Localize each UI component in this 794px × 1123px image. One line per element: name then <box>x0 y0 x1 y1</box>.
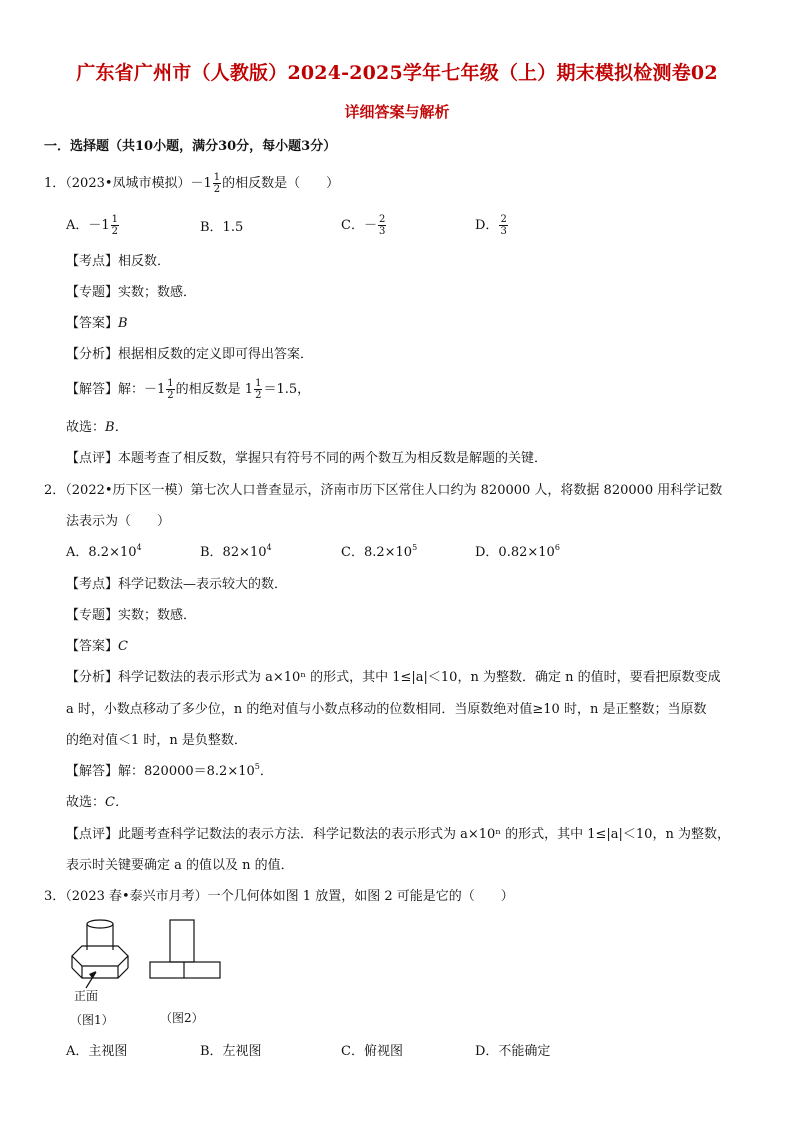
section-heading: 一．选择题（共10小题，满分30分，每小题3分） <box>44 139 337 154</box>
q1-analysis: 【分析】根据相反数的定义即可得出答案． <box>66 347 314 362</box>
q3-option-b: B．左视图 <box>200 1044 262 1059</box>
q1-option-c: C．－ $\frac{2}{3}$ <box>341 214 386 237</box>
q2-analysis-line2: a 时，小数点移动了多少位，n 的绝对值与小数点移动的位数相同．当原数绝对值≥10 时，n 是正整数；当原数 <box>66 702 707 717</box>
q2-stem-line2: 法表示为（ ） <box>66 514 171 529</box>
q2-analysis-line3: 的绝对值＜1 时，n 是负整数． <box>66 733 247 748</box>
q2-answer: 【答案】C <box>66 639 128 654</box>
q1-stem: 1．（2023•凤城市模拟）－1 $\frac{1}{2}$ 的相反数是（ ） <box>44 172 340 195</box>
q1-choice: 故选：B． <box>66 420 128 435</box>
q1-option-b: B．1.5 <box>200 220 244 235</box>
q1-zhuanti: 【专题】实数；数感． <box>66 285 197 300</box>
q3-option-c: C．俯视图 <box>341 1044 403 1059</box>
q3-figure2-view <box>148 918 222 980</box>
q2-choice: 故选：C． <box>66 795 128 810</box>
q1-comment: 【点评】本题考查了相反数，掌握只有符号不同的两个数互为相反数是解题的关键． <box>66 451 548 466</box>
q2-kaodian: 【考点】科学记数法—表示较大的数． <box>66 577 288 592</box>
q2-comment-line2: 表示时关键要确定 a 的值以及 n 的值． <box>66 858 294 873</box>
q3-option-d: D．不能确定 <box>475 1044 551 1059</box>
q1-kaodian: 【考点】相反数． <box>66 254 171 269</box>
q3-figure2-caption: （图2） <box>160 1011 204 1025</box>
q2-zhuanti: 【专题】实数；数感． <box>66 608 197 623</box>
document-title: 广东省广州市（人教版）2024-2025学年七年级（上）期末模拟检测卷02 <box>76 62 718 84</box>
q3-figure1-caption: （图1） <box>70 1013 114 1027</box>
q3-figure1-label: 正面 <box>74 989 99 1003</box>
q2-stem-line1: 2．（2022•历下区一模）第七次人口普查显示，济南市历下区常住人口约为 820000 人，将数据 820000 用科学记数 <box>44 483 723 498</box>
q2-option-c: C．$8.2\times 10^5$ <box>341 543 418 560</box>
q2-option-d: D．$0.82\times 10^6$ <box>475 543 560 560</box>
q1-answer: 【答案】B <box>66 316 128 331</box>
q2-option-b: B．$82\times 10^4$ <box>200 543 272 560</box>
q3-stem: 3．（2023 春•泰兴市月考）一个几何体如图 1 放置，如图 2 可能是它的（ ） <box>44 889 514 904</box>
q1-solution: 【解答】解：－1 $\frac{1}{2}$ 的相反数是 1 $\frac{1}{2}$ ＝1.5， <box>66 378 311 401</box>
q2-comment-line1: 【点评】此题考查科学记数法的表示方法．科学记数法的表示形式为 a×10ⁿ 的形式，其中 1≤|a|＜10，n 为整数， <box>66 827 730 842</box>
document-subtitle: 详细答案与解析 <box>344 103 450 121</box>
q1-fraction: $\frac{1}{2}$ <box>213 172 221 195</box>
q1-option-a: A．－1 $\frac{1}{2}$ <box>66 214 119 237</box>
q3-option-a: A．主视图 <box>66 1044 128 1059</box>
q2-option-a: A．$8.2\times 10^4$ <box>66 543 142 560</box>
q1-option-d: D． $\frac{2}{3}$ <box>475 214 507 237</box>
q3-figure1-solid <box>62 914 138 990</box>
q2-solution: 【解答】解：$820000=8.2\times 10^5$． <box>66 762 273 779</box>
q2-analysis-line1: 【分析】科学记数法的表示形式为 a×10ⁿ 的形式，其中 1≤|a|＜10，n 为整数．确定 n 的值时，要看把原数变成 <box>66 670 721 685</box>
